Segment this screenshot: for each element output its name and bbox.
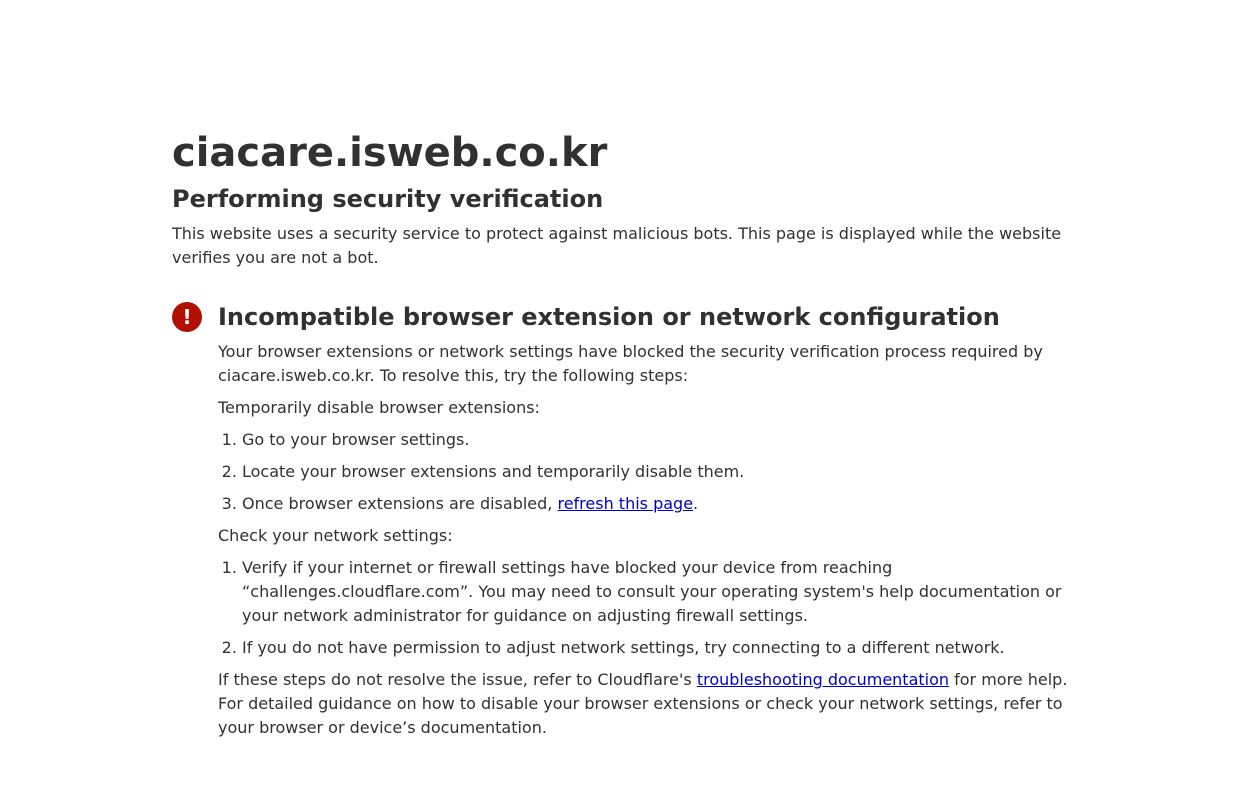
list-item: 1. Verify if your internet or firewall settings have blocked your device from reaching “challenges.cloudflare.com”. You may need to consult your operating system's help documentation or your network administrator for guidance on adjusting firewall settings. bbox=[242, 556, 1072, 628]
extension-steps-list bbox=[218, 428, 1072, 516]
network-heading: Check your network settings: bbox=[218, 526, 453, 545]
intro-text: This website uses a security service to protect against malicious bots. This page is displayed while the website verifies you are not a bot. bbox=[172, 224, 1062, 267]
main-content bbox=[172, 120, 1072, 740]
network-steps-list bbox=[218, 556, 1072, 660]
error-title: Incompatible browser extension or network configuration bbox=[218, 303, 1000, 331]
exclamation-icon: ! bbox=[172, 302, 202, 332]
list-item: 2. If you do not have permission to adjust network settings, try connecting to a different network. bbox=[242, 636, 1072, 660]
step-text: Once browser extensions are disabled, bbox=[242, 494, 558, 513]
footer-text-end: for more help. For detailed guidance on how to disable your browser extensions or check your network settings, refer to your browser or device’s documentation. bbox=[218, 670, 1068, 737]
extensions-heading: Temporarily disable browser extensions: bbox=[218, 398, 540, 417]
troubleshooting-documentation-link[interactable]: troubleshooting documentation bbox=[696, 670, 950, 689]
footer-help-text bbox=[218, 668, 1072, 740]
list-item: 1. Go to your browser settings. bbox=[242, 428, 1072, 452]
site-title: ciacare.isweb.co.kr bbox=[172, 130, 608, 176]
error-section bbox=[172, 302, 1072, 740]
list-item bbox=[242, 492, 1072, 516]
refresh-page-link[interactable]: refresh this page bbox=[557, 494, 694, 513]
list-item: 2. Locate your browser extensions and temporarily disable them. bbox=[242, 460, 1072, 484]
error-description: Your browser extensions or network settings have blocked the security verification process required by ciacare.isweb.co.kr. To resolve this, try the following steps: bbox=[218, 342, 1043, 385]
footer-text-start: If these steps do not resolve the issue, refer to Cloudflare's bbox=[218, 670, 697, 689]
step-text-end: . bbox=[693, 494, 699, 513]
page-subtitle: Performing security verification bbox=[172, 185, 604, 213]
